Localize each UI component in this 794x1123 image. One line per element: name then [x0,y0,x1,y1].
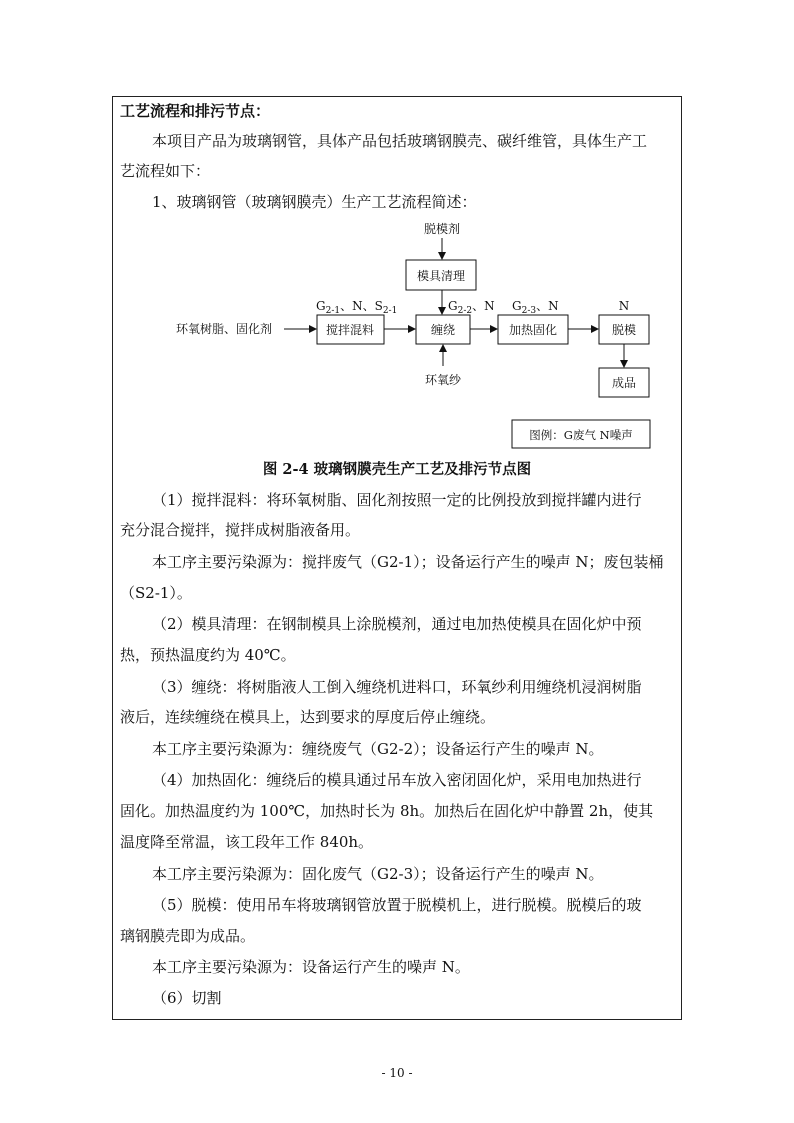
input-yarn: 环氧纱 [424,373,462,387]
emission-label-mix: $G_{2-1}$、N、$S_{2-1}$ [316,299,398,316]
para-1-line-2: 充分混合搅拌，搅拌成树脂液备用。 [120,521,361,539]
para-9: 本工序主要污染源为：设备运行产生的噪声 N。 [152,958,470,976]
para-6-line-1: （4）加热固化：缠绕后的模具通过吊车放入密闭固化炉，采用电加热进行 [152,771,642,789]
intro-line-2: 艺流程如下： [120,162,211,180]
box-mold-clean-label: 模具清理 [416,269,466,283]
legend-text: 图例：G废气 N噪声 [529,428,633,442]
subheading: 1、玻璃钢管（玻璃钢膜壳）生产工艺流程简述： [152,193,477,211]
para-6-line-3: 温度降至常温，该工段年工作 840h。 [120,833,374,851]
para-7: 本工序主要污染源为：固化废气（G2-3）；设备运行产生的噪声 N。 [152,865,604,883]
intro-line-1: 本项目产品为玻璃钢管，具体产品包括玻璃钢膜壳、碳纤维管，具体生产工 [152,132,648,150]
input-release-agent: 脱模剂 [423,222,461,236]
para-4-line-1: （3）缠绕：将树脂液人工倒入缠绕机进料口，环氧纱利用缠绕机浸润树脂 [152,678,642,696]
para-10: （6）切割 [152,989,222,1007]
box-cure-label: 加热固化 [508,323,558,337]
emission-label-cure: $G_{2-3}$、N [512,299,559,316]
box-demold-label: 脱模 [611,323,637,337]
para-1-line-1: （1）搅拌混料：将环氧树脂、固化剂按照一定的比例投放到搅拌罐内进行 [152,491,642,509]
para-5: 本工序主要污染源为：缠绕废气（G2-2）；设备运行产生的噪声 N。 [152,740,604,758]
process-flow-diagram [0,0,794,460]
emission-label-demold: N [618,299,630,313]
box-product-label: 成品 [611,376,637,390]
emission-label-wind: $G_{2-2}$、N [448,299,495,316]
para-3-line-1: （2）模具清理：在钢制模具上涂脱模剂，通过电加热使模具在固化炉中预 [152,615,642,633]
input-resin: 环氧树脂、固化剂 [176,322,273,336]
para-2-line-1: 本工序主要污染源为：搅拌废气（G2-1）；设备运行产生的噪声 N；废包装桶 [152,553,664,571]
box-wind-label: 缠绕 [430,323,456,337]
section-title: 工艺流程和排污节点： [120,102,271,120]
para-3-line-2: 热，预热温度约为 40℃。 [120,646,296,664]
box-mix-label: 搅拌混料 [325,323,375,337]
page-number: - 10 - [381,1066,413,1080]
figure-caption: 图 2-4 玻璃钢膜壳生产工艺及排污节点图 [262,461,532,478]
para-6-line-2: 固化。加热温度约为 100℃，加热时长为 8h。加热后在固化炉中静置 2h，使其 [120,802,654,820]
para-8-line-1: （5）脱模：使用吊车将玻璃钢管放置于脱模机上，进行脱模。脱模后的玻 [152,896,642,914]
para-4-line-2: 液后，连续缠绕在模具上，达到要求的厚度后停止缠绕。 [120,708,496,726]
para-2-line-2: （S2-1）。 [120,584,192,602]
para-8-line-2: 璃钢膜壳即为成品。 [120,927,256,945]
